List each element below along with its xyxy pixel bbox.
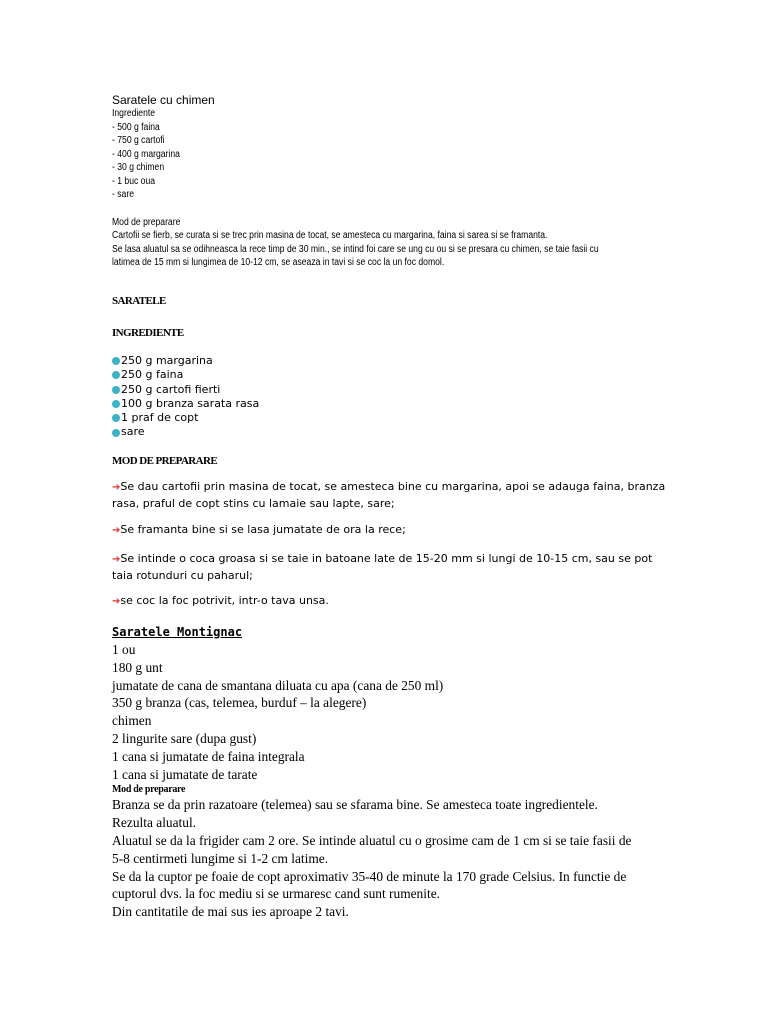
recipe-1-ingredient: - 1 buc oua (112, 175, 156, 187)
recipe-3 (112, 623, 672, 921)
recipe-2-step: ➔Se framanta bine si se lasa jumatate de ora la rece; (112, 523, 406, 536)
bullet-icon (112, 357, 120, 365)
arrow-icon: ➔ (112, 482, 121, 493)
arrow-icon: ➔ (112, 525, 121, 536)
recipe-2-title: SARATELE (112, 295, 166, 307)
bullet-icon (112, 429, 120, 437)
recipe-1 (112, 93, 672, 270)
recipe-2-step: ➔se coc la foc potrivit, intr-o tava unsa. (112, 594, 329, 607)
arrow-icon: ➔ (112, 596, 121, 607)
recipe-3-method-paragraph: Se da la cuptor pe foaie de copt aproximativ 35-40 de minute la 170 grade Celsius. In functie de cuptorul dvs. la foc mediu si se urmaresc cand sunt rumenite. (112, 868, 627, 902)
recipe-2-ingredients-heading: INGREDIENTE (112, 327, 184, 339)
recipe-3-method-paragraph: Aluatul se da la frigider cam 2 ore. Se intinde aluatul cu o grosime cam de 1 cm si se taie fasii de 5-8 centirmeti lungime si 1-2 cm latime. (112, 832, 632, 866)
recipe-1-ingredient: - 500 g faina (112, 121, 160, 133)
recipe-3-ingredient: chimen (112, 713, 152, 729)
bullet-icon (112, 386, 120, 394)
recipe-1-method-heading: Mod de preparare (112, 216, 181, 228)
recipe-3-method-paragraph: Din cantitatile de mai sus ies aproape 2 tavi. (112, 904, 349, 920)
recipe-2-ingredients-list (112, 354, 259, 440)
recipe-1-title: Saratele cu chimen (112, 93, 215, 107)
recipe-3-ingredient: jumatate de cana de smantana diluata cu apa (cana de 250 ml) (112, 677, 444, 693)
recipe-3-ingredient: 180 g unt (112, 659, 163, 675)
recipe-1-method-line: Cartofii se fierb, se curata si se trec prin masina de tocat, se amesteca cu margarina, faina si sarea si se framanta. (112, 230, 548, 241)
recipe-3-ingredient: 1 ou (112, 642, 136, 657)
recipe-1-ingredient: - 750 g cartofi (112, 135, 165, 146)
bullet-icon (112, 371, 120, 379)
bullet-icon (112, 414, 120, 422)
list-item: 250 g cartofi fierti (112, 383, 259, 397)
recipe-3-ingredient: 1 cana si jumatate de tarate (112, 766, 258, 782)
recipe-1-method-line: Se lasa aluatul sa se odihneasca la rece timp de 30 min., se intind foi care se ung cu ou si se presara cu chimen, se taie fasii cu (112, 243, 599, 255)
recipe-1-ingredient: - sare (112, 189, 134, 200)
list-item: 250 g faina (112, 368, 259, 382)
recipe-2-step: ➔Se dau cartofii prin masina de tocat, se amesteca bine cu margarina, apoi se adauga faina, branza rasa, praful de copt stins cu lamaie sau lapte, sare; (112, 480, 666, 510)
recipe-3-method-paragraph: Branza se da prin razatoare (telemea) sau se sfarama bine. Se amesteca toate ingredientele. Rezulta aluatul. (112, 797, 598, 831)
list-item: 100 g branza sarata rasa (112, 397, 259, 411)
recipe-1-ingredient: - 400 g margarina (112, 148, 180, 160)
recipe-2-step: ➔Se intinde o coca groasa si se taie in batoane late de 15-20 mm si lungi de 10-15 cm, sau se pot taia rotunduri cu paharul; (112, 552, 653, 582)
recipe-3-ingredient: 350 g branza (cas, telemea, burduf – la alegere) (112, 695, 367, 711)
recipe-3-ingredient: 2 lingurite sare (dupa gust) (112, 730, 257, 746)
recipe-3-ingredient: 1 cana si jumatate de faina integrala (112, 748, 305, 764)
recipe-1-ingredients-heading: Ingrediente (112, 108, 156, 119)
recipe-2-method-heading: MOD DE PREPARARE (112, 455, 218, 467)
list-item: sare (112, 425, 259, 439)
arrow-icon: ➔ (112, 554, 121, 565)
bullet-icon (112, 400, 120, 408)
recipe-1-ingredient: - 30 g chimen (112, 162, 165, 173)
list-item: 1 praf de copt (112, 411, 259, 425)
recipe-3-method-heading: Mod de preparare (112, 784, 186, 796)
list-item: 250 g margarina (112, 354, 259, 368)
recipe-1-method-line: latimea de 15 mm si lungimea de 10-12 cm, se aseaza in tavi si se coc la un foc domol. (112, 257, 445, 268)
recipe-3-title: Saratele Montignac (112, 625, 243, 639)
